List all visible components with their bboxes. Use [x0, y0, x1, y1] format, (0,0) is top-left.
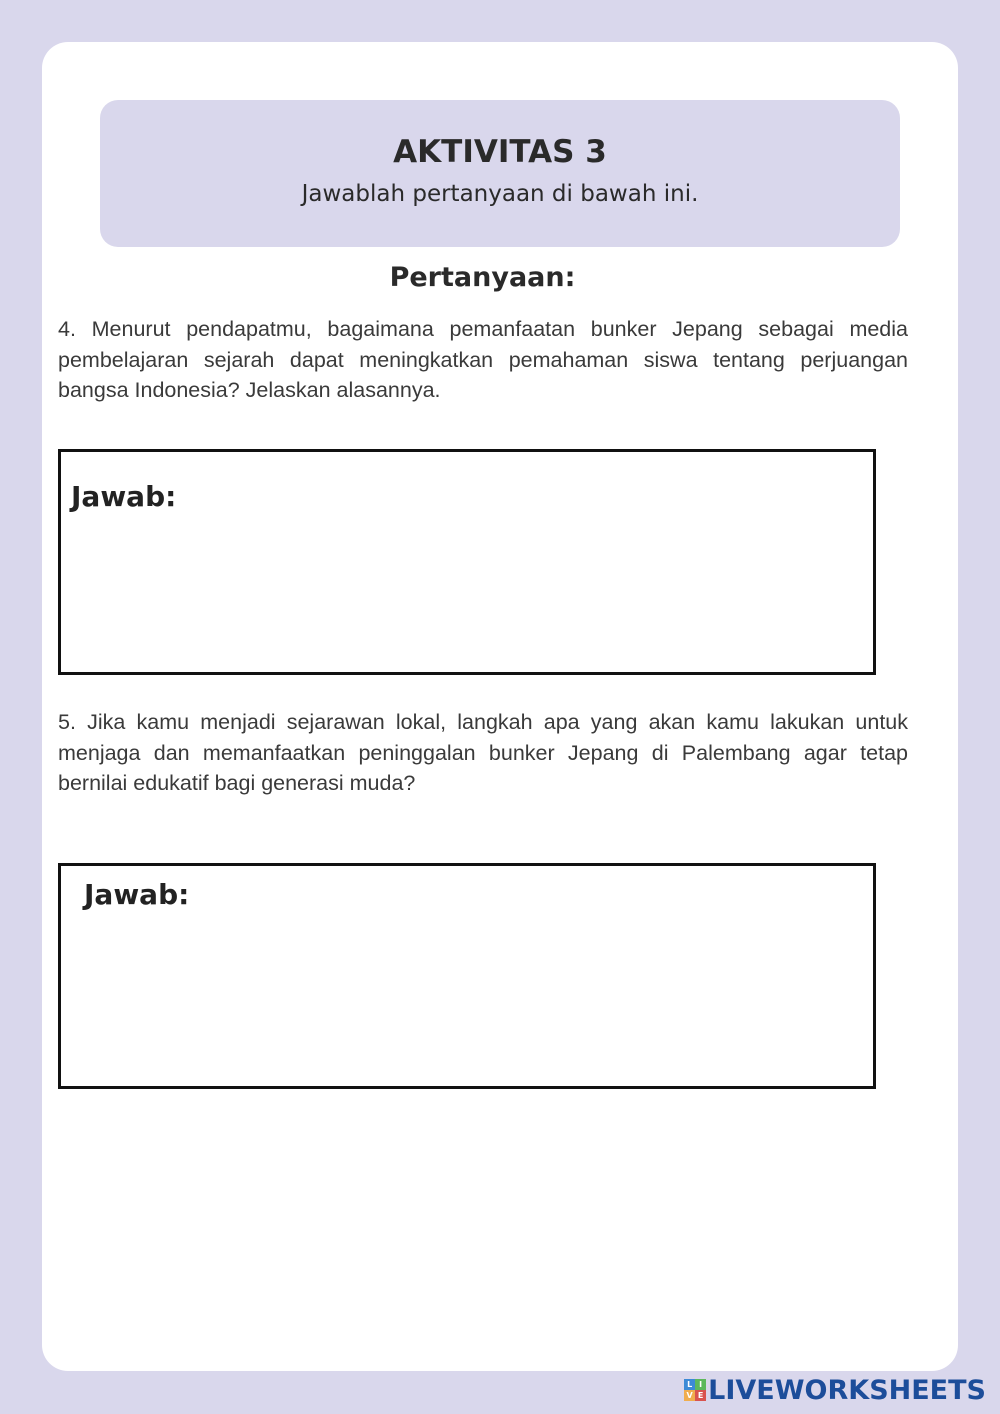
- activity-header: [100, 100, 900, 247]
- question-4-text: 4. Menurut pendapatmu, bagaimana pemanfaatan bunker Jepang sebagai media pembelajaran sejarah dapat meningkatkan pemahaman siswa tentang perjuangan bangsa Indonesia? Jelaskan alasannya.: [58, 317, 908, 402]
- logo-mark-letter: E: [695, 1390, 706, 1401]
- liveworksheets-logo-icon: [684, 1379, 706, 1401]
- answer-box-5[interactable]: [58, 863, 876, 1089]
- section-title: Pertanyaan:: [389, 262, 576, 293]
- answer-box-4[interactable]: [58, 449, 876, 675]
- answer-label-4: Jawab:: [71, 480, 177, 513]
- answer-input-4[interactable]: [71, 522, 863, 662]
- answer-label-5: Jawab:: [84, 878, 190, 911]
- answer-input-5[interactable]: [71, 936, 863, 1076]
- logo-mark-letter: V: [684, 1390, 695, 1401]
- logo-mark-letter: I: [695, 1379, 706, 1390]
- question-5-text: 5. Jika kamu menjadi sejarawan lokal, langkah apa yang akan kamu lakukan untuk menjaga dan memanfaatkan peninggalan bunker Jepang di Palembang agar tetap bernilai edukatif bagi generasi muda?: [58, 710, 908, 795]
- activity-instruction: Jawablah pertanyaan di bawah ini.: [301, 181, 699, 207]
- logo-text: LIVEWORKSHEETS: [708, 1374, 986, 1406]
- liveworksheets-logo: [684, 1374, 986, 1406]
- logo-mark-letter: L: [684, 1379, 695, 1390]
- activity-title: AKTIVITAS 3: [393, 134, 607, 170]
